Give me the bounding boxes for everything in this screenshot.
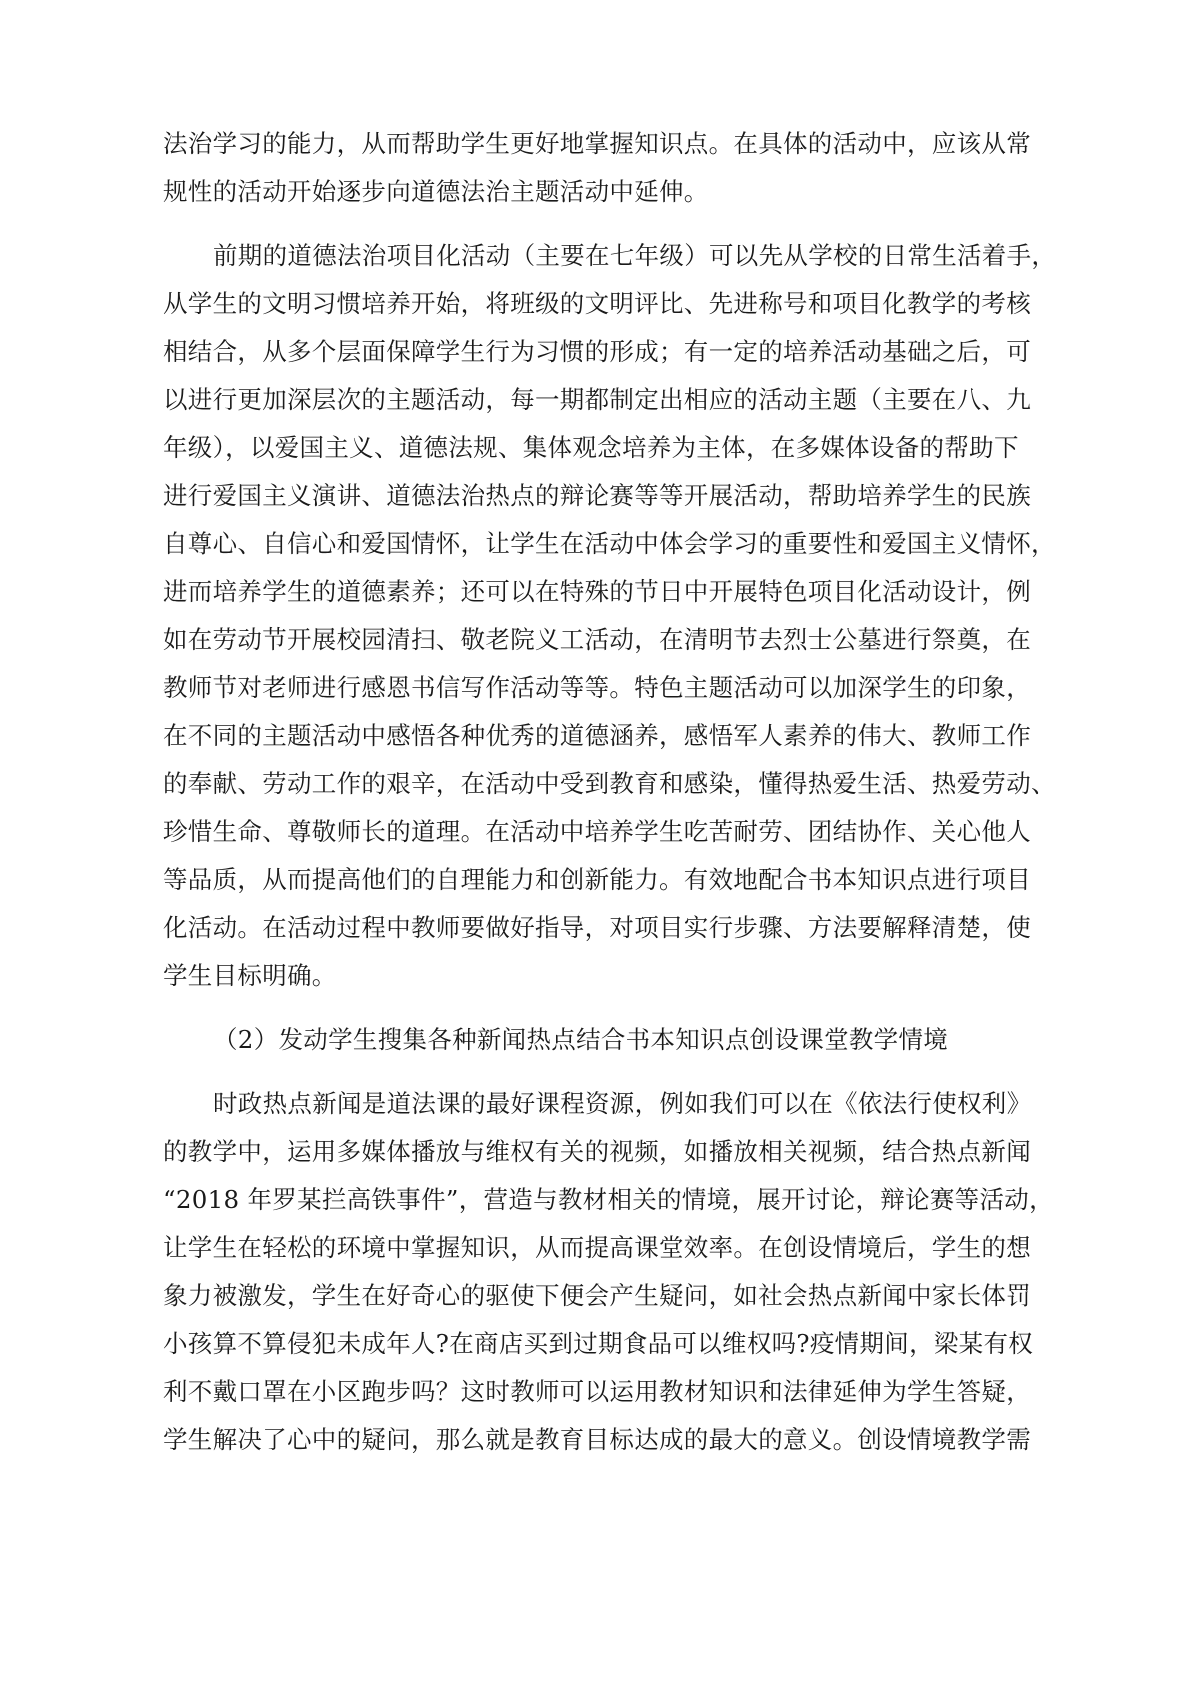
- paragraph-3-line-8: 学生解决了心中的疑问，那么就是教育目标达成的最大的意义。创设情境教学需: [163, 1425, 1031, 1454]
- paragraph-2-line-1: 前期的道德法治项目化活动（主要在七年级）可以先从学校的日常生活着手，: [213, 241, 1057, 270]
- paragraph-2-line-14: 等品质，从而提高他们的自理能力和创新能力。有效地配合书本知识点进行项目: [163, 865, 1031, 894]
- paragraph-3-line-4: 让学生在轻松的环境中掌握知识，从而提高课堂效率。在创设情境后，学生的想: [163, 1233, 1031, 1262]
- paragraph-1-line-1: 法治学习的能力，从而帮助学生更好地掌握知识点。在具体的活动中，应该从常: [163, 129, 1031, 158]
- paragraph-2-line-15: 化活动。在活动过程中教师要做好指导，对项目实行步骤、方法要解释清楚，使: [163, 913, 1031, 942]
- paragraph-2-line-10: 教师节对老师进行感恩书信写作活动等等。特色主题活动可以加深学生的印象，: [163, 673, 1031, 702]
- paragraph-3-line-7: 利不戴口罩在小区跑步吗？这时教师可以运用教材知识和法律延伸为学生答疑，: [163, 1377, 1031, 1406]
- paragraph-2-line-16: 学生目标明确。: [163, 961, 337, 990]
- paragraph-2-line-12: 的奉献、劳动工作的艰辛，在活动中受到教育和感染，懂得热爱生活、热爱劳动、: [163, 769, 1056, 798]
- paragraph-1-line-2: 规性的活动开始逐步向道德法治主题活动中延伸。: [163, 177, 709, 206]
- paragraph-3-line-1: 时政热点新闻是道法课的最好课程资源，例如我们可以在《依法行使权利》: [213, 1089, 1032, 1118]
- paragraph-2-line-2: 从学生的文明习惯培养开始，将班级的文明评比、先进称号和项目化教学的考核: [163, 289, 1031, 318]
- paragraph-2-line-13: 珍惜生命、尊敬师长的道理。在活动中培养学生吃苦耐劳、团结协作、关心他人: [163, 817, 1031, 846]
- paragraph-3-line-2: 的教学中，运用多媒体播放与维权有关的视频，如播放相关视频，结合热点新闻: [163, 1137, 1031, 1166]
- paragraph-2-line-8: 进而培养学生的道德素养；还可以在特殊的节日中开展特色项目化活动设计，例: [163, 577, 1031, 606]
- section-heading: （2）发动学生搜集各种新闻热点结合书本知识点创设课堂教学情境: [213, 1025, 949, 1054]
- paragraph-3-line-5: 象力被激发，学生在好奇心的驱使下便会产生疑问，如社会热点新闻中家长体罚: [163, 1281, 1031, 1310]
- paragraph-2-line-9: 如在劳动节开展校园清扫、敬老院义工活动，在清明节去烈士公墓进行祭奠，在: [163, 625, 1031, 654]
- paragraph-2-line-7: 自尊心、自信心和爱国情怀，让学生在活动中体会学习的重要性和爱国主义情怀，: [163, 529, 1056, 558]
- paragraph-3-line-6: 小孩算不算侵犯未成年人?在商店买到过期食品可以维权吗?疫情期间，梁某有权: [163, 1329, 1034, 1358]
- paragraph-2-line-11: 在不同的主题活动中感悟各种优秀的道德涵养，感悟军人素养的伟大、教师工作: [163, 721, 1031, 750]
- paragraph-2-line-5: 年级），以爱国主义、道德法规、集体观念培养为主体，在多媒体设备的帮助下: [163, 433, 1019, 462]
- paragraph-2-line-4: 以进行更加深层次的主题活动，每一期都制定出相应的活动主题（主要在八、九: [163, 385, 1031, 414]
- paragraph-2-line-3: 相结合，从多个层面保障学生行为习惯的形成；有一定的培养活动基础之后，可: [163, 337, 1031, 366]
- paragraph-2-line-6: 进行爱国主义演讲、道德法治热点的辩论赛等等开展活动，帮助培养学生的民族: [163, 481, 1031, 510]
- paragraph-3-line-3: “2018 年罗某拦高铁事件”，营造与教材相关的情境，展开讨论，辩论赛等活动，: [163, 1185, 1054, 1214]
